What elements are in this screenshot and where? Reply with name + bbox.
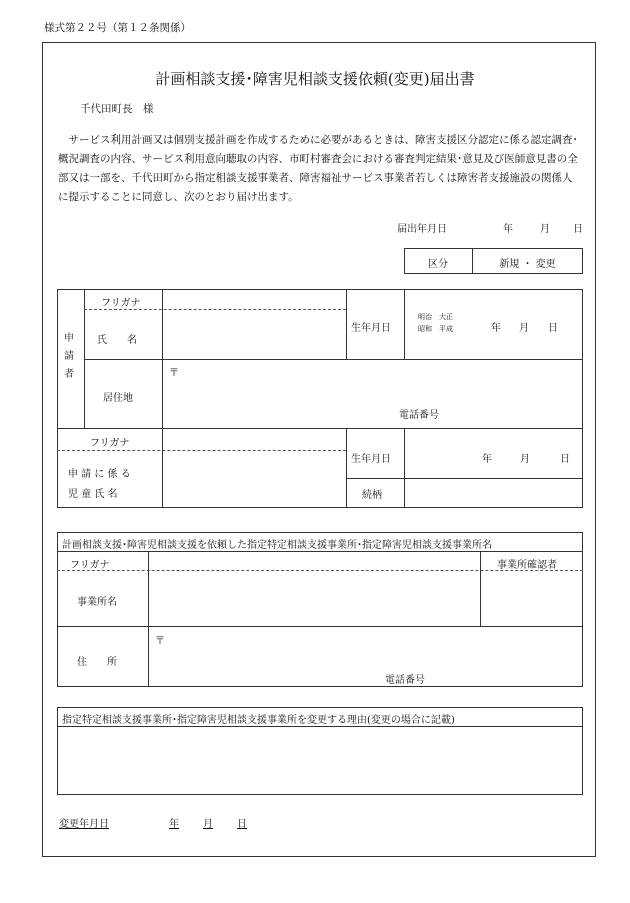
- provider-header: 計画相談支援･障害児相談支援を依頼した指定特定相談支援事業所･指定障害児相談支援事業所名: [62, 540, 492, 551]
- child-relation-label: 続柄: [362, 490, 382, 501]
- applicant-dob-month: 月: [519, 323, 529, 334]
- change-date-label: 変更年月日: [59, 819, 109, 830]
- category-value[interactable]: 新規 ・ 変更: [499, 259, 556, 270]
- change-reason-header: 指定特定相談支援事業所･指定障害児相談支援事業所を変更する理由(変更の場合に記載): [62, 715, 455, 726]
- category-label: 区分: [428, 259, 448, 270]
- change-year: 年: [169, 819, 179, 830]
- provider-confirm-label: 事業所確認者: [497, 560, 557, 571]
- provider-address-label: 住 所: [77, 657, 117, 668]
- provider-postal-mark: 〒: [155, 636, 165, 647]
- applicant-table: [57, 289, 583, 508]
- submission-month: 月: [540, 224, 550, 235]
- submission-year: 年: [503, 224, 513, 235]
- child-dob-day: 日: [560, 454, 570, 465]
- applicant-side-label: 申請者: [64, 333, 74, 380]
- child-name-label-1: 申 請 に 係 る: [68, 469, 131, 480]
- provider-office-label: 事業所名: [77, 597, 117, 608]
- applicant-furigana-label: フリガナ: [101, 298, 141, 309]
- provider-furigana-label: フリガナ: [70, 560, 110, 571]
- applicant-address-label: 居住地: [103, 393, 133, 404]
- child-furigana-label: フリガナ: [90, 438, 130, 449]
- submission-day: 日: [573, 224, 583, 235]
- applicant-eras-bottom: 昭和 平成: [418, 325, 453, 333]
- addressee: 千代田町長 様: [80, 103, 154, 115]
- form-number: 様式第２２号（第１２条関係）: [44, 22, 191, 34]
- applicant-dob-year: 年: [491, 323, 501, 334]
- applicant-postal-mark: 〒: [169, 368, 179, 379]
- change-day: 日: [237, 819, 247, 830]
- child-dob-label: 生年月日: [351, 454, 391, 465]
- applicant-dob-label: 生年月日: [351, 323, 391, 334]
- consent-paragraph: サービス利用計画又は個別支援計画を作成するために必要があるときは、障害支援区分認定に係る認定調査･概況調査の内容、サービス利用意向聴取の内容、市町村審査会における審査判定結果･意見及び医師意見書の全部又は一部を、千代田町から指定相談支援事業者、障害福祉サービス事業者若しくは障害者支援施設の関係人に提示することに同意し、次のとおり届け出ます。: [58, 134, 578, 203]
- submission-date-label: 届出年月日: [397, 224, 447, 235]
- applicant-eras-top: 明治 大正: [418, 313, 453, 321]
- form-title: 計画相談支援･障害児相談支援依頼(変更)届出書: [155, 70, 475, 88]
- change-month: 月: [203, 819, 213, 830]
- change-date-line: [59, 815, 262, 830]
- applicant-name-label: 氏 名: [97, 335, 137, 346]
- provider-phone-label: 電話番号: [385, 675, 425, 686]
- child-dob-year: 年: [482, 454, 492, 465]
- applicant-dob-day: 日: [548, 323, 558, 334]
- child-name-label-2: 児 童 氏 名: [68, 489, 118, 500]
- child-dob-month: 月: [520, 454, 530, 465]
- applicant-phone-label: 電話番号: [399, 410, 439, 421]
